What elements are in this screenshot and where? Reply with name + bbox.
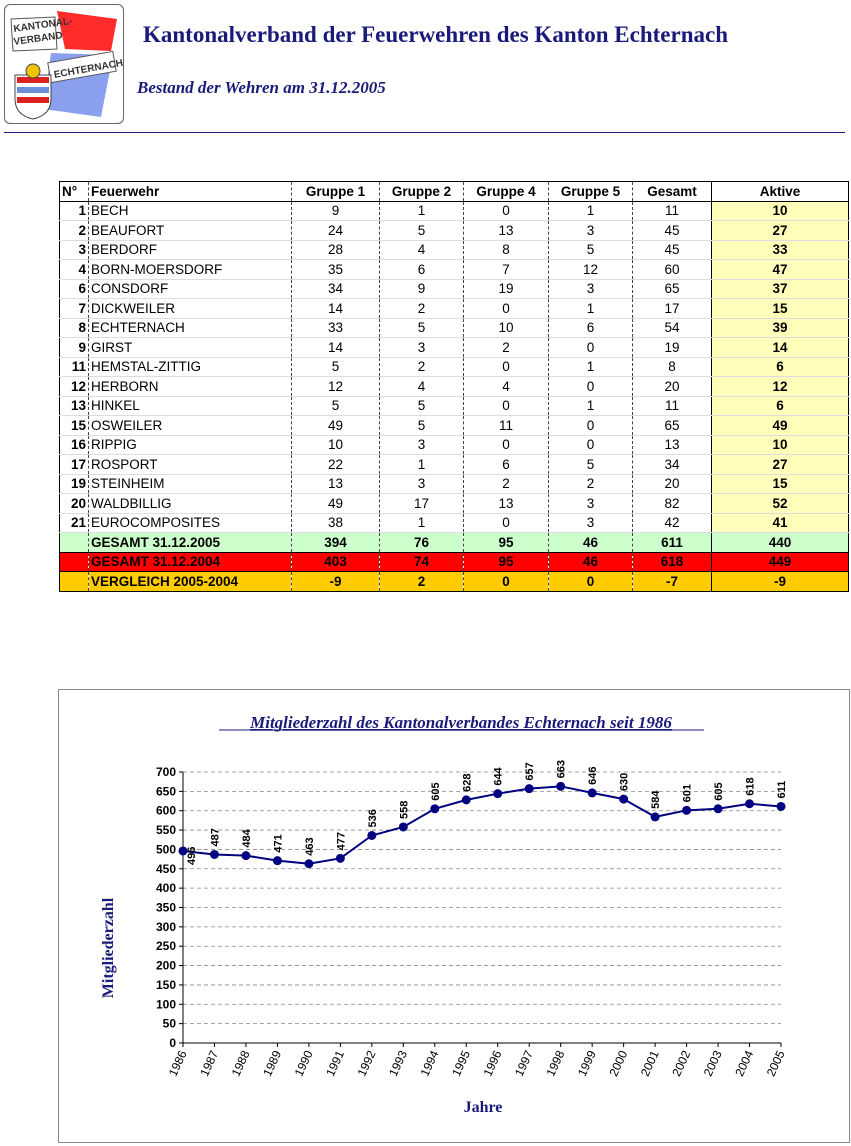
cell-feuerwehr: GIRST [89,338,292,358]
cell-gruppe-5: 1 [549,299,633,319]
cell-nr: 9 [60,338,89,358]
cell-aktive: 12 [712,377,849,397]
cell-aktive: 440 [712,533,849,553]
cell-aktive: 47 [712,260,849,280]
cell-gruppe-1: 10 [292,435,380,455]
table-row [60,435,849,455]
cell-nr: 3 [60,240,89,260]
cell-feuerwehr: OSWEILER [89,416,292,436]
cell-feuerwehr: BECH [89,201,292,221]
cell-gruppe-1: 49 [292,416,380,436]
cell-gruppe-4: 0 [464,572,549,592]
data-label: 536 [366,809,379,828]
data-point [462,795,471,804]
cell-feuerwehr: WALDBILLIG [89,494,292,514]
data-point [525,784,534,793]
table-row [60,416,849,436]
cell-aktive: 37 [712,279,849,299]
table-row [60,260,849,280]
table-row [60,513,849,533]
data-point [682,806,691,815]
x-tick-label: 1991 [323,1048,348,1079]
fire-brigade-roster-table [59,181,849,592]
cell-gruppe-2: 1 [380,455,464,475]
cell-aktive: 6 [712,357,849,377]
x-tick-label: 1994 [417,1048,442,1079]
cell-gesamt: 11 [633,396,712,416]
cell-gruppe-4: 95 [464,552,549,572]
table-row [60,279,849,299]
data-label: 471 [272,834,285,853]
table-row [60,201,849,221]
cell-nr: 16 [60,435,89,455]
cell-nr: 13 [60,396,89,416]
cell-gruppe-2: 2 [380,572,464,592]
cell-gruppe-1: 34 [292,279,380,299]
membership-line-chart [59,690,849,1142]
data-point [556,782,565,791]
chart-title: Mitgliederzahl des Kantonalverbandes Echternach seit 1986 [250,713,672,732]
chart-x-axis-label: Jahre [463,1099,503,1116]
x-tick-label: 1996 [480,1048,505,1079]
cell-gruppe-1: 14 [292,299,380,319]
table-row [60,318,849,338]
cell-nr: 12 [60,377,89,397]
cell-aktive: 27 [712,455,849,475]
cell-aktive: 39 [712,318,849,338]
cell-gruppe-4: 6 [464,455,549,475]
y-tick-label: 150 [155,977,176,992]
data-label: 611 [776,780,788,799]
data-label: 584 [650,790,663,809]
membership-chart [58,689,850,1143]
cell-aktive: 14 [712,338,849,358]
data-label: 601 [681,783,694,803]
cell-feuerwehr: CONSDORF [89,279,292,299]
logo-text-echternach: ECHTERNACH [53,57,123,81]
data-label: 463 [303,837,316,856]
x-tick-label: 1993 [386,1048,411,1079]
cell-aktive: 33 [712,240,849,260]
data-point [367,831,376,840]
cell-gesamt: 618 [633,552,712,572]
cell-aktive: 10 [712,435,849,455]
data-label: 618 [744,777,757,796]
cell-nr: 8 [60,318,89,338]
data-point [273,856,282,865]
data-label: 663 [555,759,568,779]
data-label: 558 [398,800,411,819]
cell-gesamt: 60 [633,260,712,280]
cell-nr: 7 [60,299,89,319]
cell-feuerwehr: BEAUFORT [89,221,292,241]
x-tick-label: 2005 [763,1048,788,1079]
cell-gruppe-1: 13 [292,474,380,494]
header-gruppe-4: Gruppe 4 [464,182,549,202]
cell-nr: 21 [60,513,89,533]
cell-feuerwehr: HERBORN [89,377,292,397]
table-body [60,201,849,591]
cell-gruppe-5: 0 [549,338,633,358]
summary-row-g2005 [60,533,849,553]
cell-aktive: 10 [712,201,849,221]
cell-gruppe-5: 46 [549,533,633,553]
cell-gesamt: 20 [633,474,712,494]
data-label: 605 [429,782,442,801]
y-tick-label: 350 [155,900,176,915]
cell-gruppe-1: 49 [292,494,380,514]
y-tick-label: 500 [155,842,176,857]
cell-feuerwehr: ECHTERNACH [89,318,292,338]
cell-feuerwehr: VERGLEICH 2005-2004 [89,572,292,592]
cell-gruppe-4: 0 [464,201,549,221]
x-tick-label: 1989 [260,1048,285,1079]
cell-nr: 15 [60,416,89,436]
cell-gruppe-1: 403 [292,552,380,572]
cell-nr: 19 [60,474,89,494]
y-tick-label: 300 [155,919,176,934]
cell-feuerwehr: GESAMT 31.12.2004 [89,552,292,572]
cell-aktive: 15 [712,299,849,319]
cell-gruppe-5: 0 [549,377,633,397]
cell-gruppe-2: 1 [380,201,464,221]
cell-gruppe-4: 2 [464,474,549,494]
cell-gruppe-2: 2 [380,357,464,377]
cell-gruppe-2: 3 [380,435,464,455]
cell-gruppe-1: 38 [292,513,380,533]
cell-aktive: -9 [712,572,849,592]
table-row [60,240,849,260]
cell-gruppe-4: 95 [464,533,549,553]
cell-feuerwehr: HINKEL [89,396,292,416]
cell-gruppe-2: 5 [380,221,464,241]
cell-gruppe-1: 24 [292,221,380,241]
cell-aktive: 27 [712,221,849,241]
cell-gruppe-2: 3 [380,474,464,494]
chart-y-axis-label: Mitgliederzahl [100,897,117,999]
y-tick-label: 700 [155,765,176,779]
cell-gruppe-2: 9 [380,279,464,299]
cell-nr: 17 [60,455,89,475]
cell-gruppe-4: 10 [464,318,549,338]
table-row [60,357,849,377]
cell-gruppe-4: 4 [464,377,549,397]
x-tick-label: 1987 [197,1048,222,1079]
data-label: 484 [240,829,253,848]
y-tick-label: 0 [169,1036,176,1050]
y-tick-label: 250 [155,939,176,954]
table-row [60,474,849,494]
cell-gesamt: 11 [633,201,712,221]
y-tick-label: 600 [155,803,176,818]
cell-gruppe-5: 1 [549,396,633,416]
cell-nr: 11 [60,357,89,377]
cell-gruppe-1: 28 [292,240,380,260]
cell-nr: 6 [60,279,89,299]
cell-gruppe-2: 5 [380,396,464,416]
cell-gesamt: 65 [633,279,712,299]
y-tick-label: 50 [162,1016,176,1031]
data-label: 605 [713,782,726,801]
cell-gesamt: 54 [633,318,712,338]
cell-gruppe-5: 6 [549,318,633,338]
table-row [60,221,849,241]
data-label: 646 [587,766,600,785]
data-label: 477 [335,831,348,851]
cell-aktive: 15 [712,474,849,494]
x-tick-label: 2002 [669,1048,694,1079]
data-point [714,804,723,813]
cell-gruppe-2: 3 [380,338,464,358]
cell-nr [60,533,89,553]
cell-gesamt: 65 [633,416,712,436]
cell-gruppe-4: 0 [464,357,549,377]
table-row [60,396,849,416]
cell-gruppe-4: 0 [464,396,549,416]
cell-gesamt: 42 [633,513,712,533]
header-gesamt: Gesamt [633,182,712,202]
summary-row-g2004 [60,552,849,572]
cell-feuerwehr: EUROCOMPOSITES [89,513,292,533]
x-tick-label: 2000 [606,1048,631,1079]
cell-gruppe-2: 6 [380,260,464,280]
data-point [241,851,250,860]
cell-nr: 20 [60,494,89,514]
cell-gruppe-4: 0 [464,299,549,319]
cell-gesamt: 17 [633,299,712,319]
kantonalverband-logo [4,4,124,124]
header-gruppe-1: Gruppe 1 [292,182,380,202]
data-point [210,850,219,859]
data-point [430,804,439,813]
cell-gruppe-2: 74 [380,552,464,572]
cell-gruppe-2: 2 [380,299,464,319]
cell-gruppe-1: 9 [292,201,380,221]
cell-feuerwehr: STEINHEIM [89,474,292,494]
cell-gruppe-5: 3 [549,279,633,299]
data-point [336,854,345,863]
cell-aktive: 49 [712,416,849,436]
cell-feuerwehr: BERDORF [89,240,292,260]
data-label: 628 [461,773,474,792]
cell-gruppe-5: 1 [549,357,633,377]
cell-gesamt: 611 [633,533,712,553]
cell-feuerwehr: ROSPORT [89,455,292,475]
x-tick-label: 2004 [732,1048,757,1079]
cell-gruppe-2: 4 [380,377,464,397]
x-tick-label: 1997 [511,1048,536,1079]
y-tick-label: 650 [155,784,176,799]
cell-gruppe-5: 3 [549,221,633,241]
logo-text-kantonal: KANTONAL- [12,15,74,35]
cell-gruppe-4: 0 [464,513,549,533]
data-label: 644 [492,767,505,786]
data-point [399,822,408,831]
logo-graphic [5,5,123,123]
data-point [304,859,313,868]
cell-nr [60,572,89,592]
y-tick-label: 450 [155,861,176,876]
cell-gruppe-1: 5 [292,357,380,377]
cell-gesamt: 45 [633,221,712,241]
cell-feuerwehr: RIPPIG [89,435,292,455]
cell-gruppe-5: 2 [549,474,633,494]
cell-gruppe-2: 5 [380,416,464,436]
x-tick-label: 1988 [228,1048,253,1079]
header-divider [4,132,845,133]
cell-gesamt: 19 [633,338,712,358]
data-point [588,788,597,797]
cell-gruppe-1: 33 [292,318,380,338]
header-gruppe-2: Gruppe 2 [380,182,464,202]
data-label: 630 [618,772,631,792]
cell-gesamt: 13 [633,435,712,455]
cell-aktive: 449 [712,552,849,572]
cell-gruppe-5: 1 [549,201,633,221]
cell-gruppe-4: 7 [464,260,549,280]
table-row [60,338,849,358]
cell-gruppe-4: 8 [464,240,549,260]
y-tick-label: 550 [155,823,176,838]
y-tick-label: 400 [155,881,176,896]
x-tick-label: 1986 [165,1048,190,1079]
x-tick-label: 1998 [543,1048,568,1079]
cell-gruppe-4: 2 [464,338,549,358]
data-point [777,802,786,811]
cell-feuerwehr: HEMSTAL-ZITTIG [89,357,292,377]
x-tick-label: 2003 [700,1048,725,1079]
table-header-row [60,182,849,202]
cell-gesamt: -7 [633,572,712,592]
cell-nr: 4 [60,260,89,280]
x-tick-label: 1990 [291,1048,316,1079]
cell-aktive: 6 [712,396,849,416]
cell-gruppe-2: 76 [380,533,464,553]
table-row [60,455,849,475]
cell-gruppe-5: 5 [549,455,633,475]
data-point [619,795,628,804]
table-row [60,299,849,319]
cell-gruppe-4: 13 [464,221,549,241]
x-tick-label: 1999 [574,1048,599,1079]
cell-gruppe-4: 19 [464,279,549,299]
table-row [60,494,849,514]
header-gruppe-5: Gruppe 5 [549,182,633,202]
cell-gruppe-1: 22 [292,455,380,475]
page-subtitle: Bestand der Wehren am 31.12.2005 [137,78,386,97]
logo-text-verband: VERBAND [12,30,64,48]
cell-gruppe-5: 12 [549,260,633,280]
cell-gesamt: 8 [633,357,712,377]
cell-gruppe-5: 0 [549,435,633,455]
cell-gruppe-2: 1 [380,513,464,533]
cell-gruppe-2: 17 [380,494,464,514]
cell-gruppe-1: 12 [292,377,380,397]
x-tick-label: 2001 [637,1048,662,1079]
cell-gruppe-4: 11 [464,416,549,436]
cell-gruppe-5: 0 [549,572,633,592]
table-row [60,377,849,397]
cell-aktive: 52 [712,494,849,514]
cell-gesamt: 20 [633,377,712,397]
data-label: 496 [186,846,198,865]
page-title: Kantonalverband der Feuerwehren des Kanton Echternach [143,22,729,47]
cell-nr [60,552,89,572]
cell-gruppe-5: 3 [549,513,633,533]
data-point [651,812,660,821]
cell-gruppe-1: -9 [292,572,380,592]
cell-gruppe-1: 394 [292,533,380,553]
data-label: 487 [209,828,222,847]
cell-gruppe-1: 35 [292,260,380,280]
cell-gruppe-2: 5 [380,318,464,338]
cell-aktive: 41 [712,513,849,533]
cell-gesamt: 82 [633,494,712,514]
data-point [493,789,502,798]
header-feuerwehr: Feuerwehr [89,182,292,202]
cell-nr: 2 [60,221,89,241]
data-point [745,799,754,808]
header-nr: N° [60,182,89,202]
cell-feuerwehr: GESAMT 31.12.2005 [89,533,292,553]
cell-gruppe-5: 0 [549,416,633,436]
cell-feuerwehr: BORN-MOERSDORF [89,260,292,280]
cell-gruppe-2: 4 [380,240,464,260]
cell-gruppe-1: 14 [292,338,380,358]
cell-nr: 1 [60,201,89,221]
cell-gesamt: 34 [633,455,712,475]
x-tick-label: 1995 [449,1048,473,1079]
data-label: 657 [524,762,537,781]
summary-row-cmp [60,572,849,592]
cell-gruppe-4: 13 [464,494,549,514]
header-aktive: Aktive [712,182,849,202]
cell-gruppe-5: 5 [549,240,633,260]
cell-gruppe-5: 46 [549,552,633,572]
y-tick-label: 200 [155,958,176,973]
cell-gruppe-1: 5 [292,396,380,416]
cell-gesamt: 45 [633,240,712,260]
cell-feuerwehr: DICKWEILER [89,299,292,319]
cell-gruppe-5: 3 [549,494,633,514]
x-tick-label: 1992 [354,1048,379,1079]
cell-gruppe-4: 0 [464,435,549,455]
y-tick-label: 100 [155,997,176,1012]
